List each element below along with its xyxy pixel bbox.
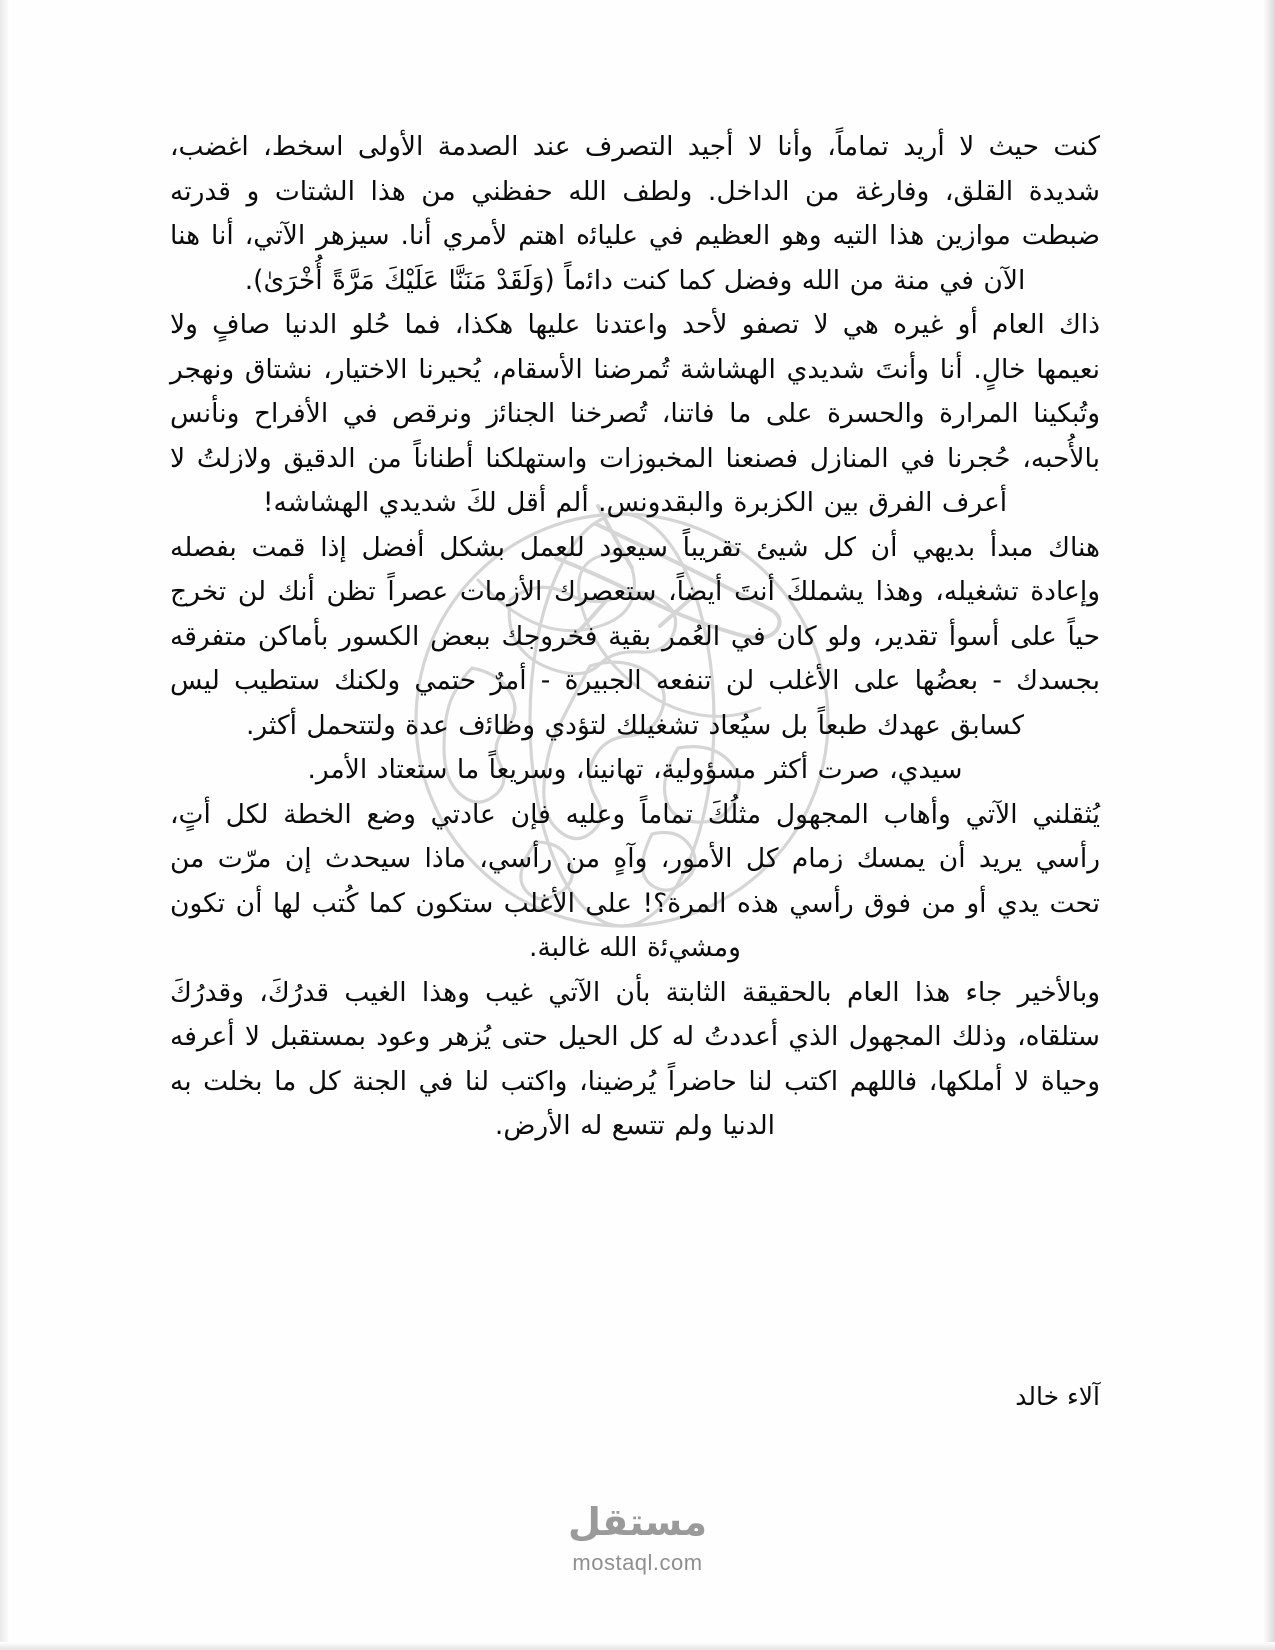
document-body bbox=[170, 125, 1100, 1149]
paragraph-5: يُثقلني الآتي وأهاب المجهول مثلُكَ تماماً وعليه فإن عادتي وضع الخطة لكل أتٍ، رأسي يريد أن يمسك زمام كل الأمور، وآهٍ من رأسي، ماذا سيحدث إن مرّت من تحت يدي أو من فوق رأسي هذه المرة؟! على الأغلب ستكون كما كُتب لها أن تكون ومشيﺋة الله غالبة. bbox=[170, 798, 1100, 963]
paragraph-1: كنت حيث لا أريد تماماً، وأنا لا أجيد التصرف عند الصدمة الأولى اسخط، اغضب، شديدة القلق، وفارغة من الداخل. ولطف الله حفظني من هذا الشتات و قدرته ضبطت موازين هذا التيه وهو العظيم في علياﺋه اهتم لأمري أنا. سيزهر الآتي، أنا هنا الآن في منة من الله وفضل كما كنت داﺋماً (وَلَقَدْ مَنَنَّا عَلَيْكَ مَرَّةً أُخْرَىٰ). bbox=[170, 131, 1100, 296]
paragraph-4: سيدي، صرت أكثر مسؤولية، تهانينا، وسريعاً ما ستعتاد الأمر. bbox=[307, 754, 963, 785]
paragraph-6: وبالأخير جاء هذا العام بالحقيقة الثابتة بأن الآتي غيب وهذا الغيب قدرُكَ، وقدرُكَ ستلقاه، وذلك المجهول الذي أعددتُ له كل الحيل حتى يُزهر وعود بمستقبل لا أعرفه وحياة لا أملكها، فاللهم اكتب لنا حاضراً يُرضينا، واكتب لنا في الجنة كل ما بخلت به الدنيا ولم تتسع له الأرض. bbox=[170, 976, 1100, 1141]
page-edge-shadow-left bbox=[0, 0, 10, 1650]
page-edge-shadow-bottom bbox=[0, 1642, 1275, 1650]
page-edge-shadow-right bbox=[1263, 0, 1275, 1650]
mostaql-url: mostaql.com bbox=[572, 1550, 703, 1575]
author-signature: آلاء خالد bbox=[1015, 1382, 1100, 1411]
mostaql-footer-logo bbox=[0, 1500, 1275, 1576]
paragraph-2: ذاك العام أو غيره هي لا تصفو لأحد واعتدنا عليها هكذا، فما حُلو الدنيا صافٍ ولا نعيمها خالٍ. أنا وأنتَ شديدي الهشاشة تُمرضنا الأسقام، يُحيرنا الاختيار، نشتاق ونهجر وتُبكينا المرارة والحسرة على ما فاتنا، تُصرخنا الجناﺋز ونرقص في الأفراح ونأنس بالأُحبه، حُجرنا في المنازل فصنعنا المخبوزات واستهلكنا أطناناً من الدقيق ولازلتُ لا أعرف الفرق بين الكزبرة والبقدونس. ألم أقل لكَ شديدي الهشاشه! bbox=[170, 309, 1100, 518]
mostaql-wordmark-arabic: مستقل bbox=[568, 1500, 707, 1544]
paragraph-3: هناك مبدأ بديهي أن كل شيئ تقريباً سيعود للعمل بشكل أفضل إذا قمت بفصله وإعادة تشغيله، وهذا يشملكَ أنتَ أيضاً، ستعصرك الأزمات عصراً تظن أنك لن تخرج حياً على أسوأ تقدير، ولو كان في العُمر بقية فخروجك ببعض الكسور بأماكن متفرقه بجسدك - بعضُها على الأغلب لن تنفعه الجبيرة - أمرٌ حتمي ولكنك ستطيب ليس كسابق عهدك طبعاً بل سيُعاد تشغيلك لتؤدي وظاﺋف عدة ولتتحمل أكثر. bbox=[170, 531, 1100, 741]
